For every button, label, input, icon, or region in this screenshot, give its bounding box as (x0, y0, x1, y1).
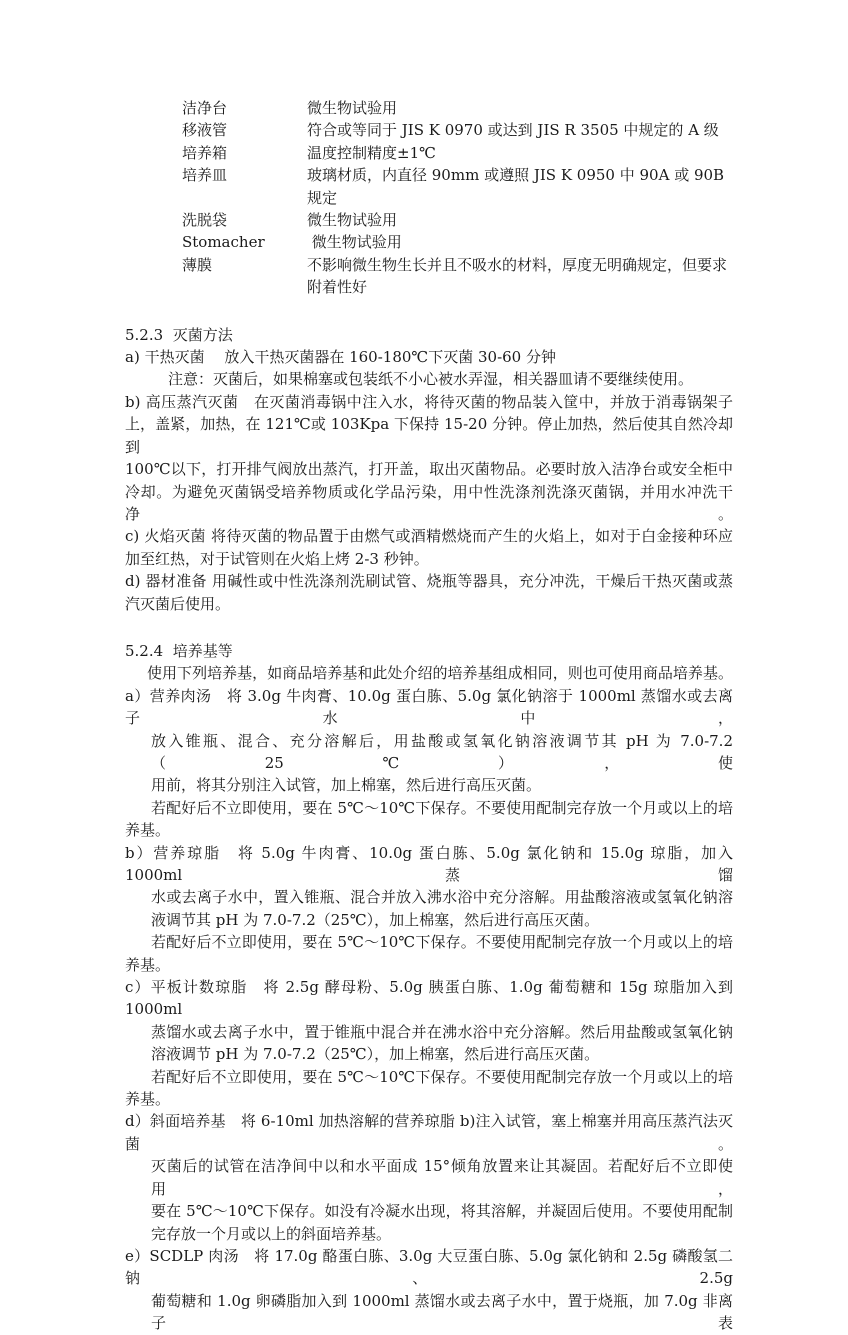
text-line: 不影响微生物生长并且不吸水的材料，厚度无明确规定，但要求 (307, 255, 728, 274)
text-line: 水或去离子水中，置入锥瓶、混合并放入沸水浴中充分溶解。用盐酸溶液或氢氧化钠溶 (151, 888, 733, 907)
text-line: 微生物试验用 (307, 99, 398, 117)
text-line: 若配好后不立即使用，要在 5℃～10℃下保存。不要使用配制完存放一个月或以上的培 (151, 1067, 733, 1086)
text-line: 溶液调节 pH 为 7.0-7.2（25℃），加上棉塞，然后进行高压灭菌。 (151, 1045, 600, 1064)
equipment-row (125, 164, 733, 209)
text-line: 蒸馏水或去离子水中，置于锥瓶中混合并在沸水浴中充分溶解。然后用盐酸或氢氧化钠 (151, 1022, 733, 1041)
text-line: c）平板计数琼脂 将 2.5g 酵母粉、5.0g 胰蛋白胨、1.0g 葡萄糖和 15g 琼脂加入到 1000ml (125, 978, 733, 1019)
equipment-row (125, 119, 733, 141)
equipment-spec (307, 164, 733, 209)
equipment-spec (307, 254, 733, 299)
section-heading: 5.2.4 培养基等 (125, 641, 233, 660)
content (125, 97, 733, 1335)
equipment-spec (307, 209, 733, 231)
equipment-spec (307, 142, 733, 164)
section-5-2-4 (125, 640, 733, 1335)
equipment-name: 培养箱 (182, 143, 228, 162)
text-line: 微生物试验用 (307, 233, 402, 252)
text-line: d) 器材准备 用碱性或中性洗涤剂洗刷试管、烧瓶等器具，充分冲洗，干燥后干热灭菌或蒸 (125, 572, 733, 591)
text-line: a) 干热灭菌 放入干热灭菌器在 160-180℃下灭菌 30-60 分钟 (125, 348, 556, 367)
equipment-name: 移液管 (182, 121, 228, 140)
equipment-name: 洗脱袋 (182, 211, 228, 230)
text-line: 注意：灭菌后，如果棉塞或包装纸不小心被水弄湿，相关器皿请不要继续使用。 (168, 370, 694, 389)
equipment-name: Stomacher (182, 233, 265, 252)
text-line: 使用下列培养基，如商品培养基和此处介绍的培养基组成相同，则也可使用商品培养基。 (147, 664, 733, 683)
equipment-table (125, 97, 733, 299)
equipment-name: 薄膜 (182, 255, 213, 274)
text-line: 若配好后不立即使用，要在 5℃～10℃下保存。不要使用配制完存放一个月或以上的培 (151, 933, 733, 952)
text-line: 养基。 (125, 955, 171, 974)
text-line: 液调节其 pH 为 7.0-7.2（25℃），加上棉塞，然后进行高压灭菌。 (151, 910, 600, 929)
text-line: c) 火焰灭菌 将待灭菌的物品置于由燃气或酒精燃烧而产生的火焰上，如对于白金接种环应 (125, 527, 733, 546)
text-line: b) 高压蒸汽灭菌 在灭菌消毒锅中注入水，将待灭菌的物品装入筐中，并放于消毒锅架子 (125, 392, 733, 411)
text-line: 放入锥瓶、混合、充分溶解后，用盐酸或氢氧化钠溶液调节其 pH 为 7.0-7.2（25℃），使 (151, 731, 733, 772)
text-line: 养基。 (125, 1090, 171, 1109)
text-line: 养基。 (125, 821, 171, 840)
text-line: 灭菌后的试管在洁净间中以和水平面成 15°倾角放置来让其凝固。若配好后不立即使用， (151, 1157, 733, 1198)
text-line: 100℃以下，打开排气阀放出蒸汽，打开盖，取出灭菌物品。必要时放入洁净台或安全柜中 (125, 460, 733, 479)
equipment-row (125, 254, 733, 299)
text-line: 附着性好 (307, 278, 368, 297)
section-5-2-3 (125, 324, 733, 615)
text-line: a）营养肉汤 将 3.0g 牛肉膏、10.0g 蛋白胨、5.0g 氯化钠溶于 1000ml 蒸馏水或去离子水中， (125, 686, 733, 728)
text-line: d）斜面培养基 将 6-10ml 加热溶解的营养琼脂 b)注入试管，塞上棉塞并用高压蒸汽法灭菌。 (125, 1112, 733, 1153)
text-line: 若配好后不立即使用，要在 5℃～10℃下保存。不要使用配制完存放一个月或以上的培 (151, 798, 733, 817)
text-line: 微生物试验用 (307, 211, 398, 230)
text-line: 汽灭菌后使用。 (125, 594, 231, 613)
text-line: 加至红热，对于试管则在火焰上烤 2-3 秒钟。 (125, 549, 429, 568)
text-line: 符合或等同于 JIS K 0970 或达到 JIS R 3505 中规定的 A 级 (307, 121, 719, 140)
text-line: b）营养琼脂 将 5.0g 牛肉膏、10.0g 蛋白胨、5.0g 氯化钠和 15.0g 琼脂，加入 1000ml 蒸馏 (125, 843, 733, 884)
equipment-name: 洁净台 (182, 99, 228, 117)
text-line: 玻璃材质，内直径 90mm 或遵照 JIS K 0950 中 90A 或 90B 规定 (307, 166, 725, 207)
text-line: 用前，将其分别注入试管，加上棉塞，然后进行高压灭菌。 (151, 776, 542, 795)
text-line: 要在 5℃～10℃下保存。如没有冷凝水出现，将其溶解，并凝固后使用。不要使用配制 (151, 1202, 733, 1221)
equipment-row (125, 97, 733, 119)
text-line: 完存放一个月或以上的斜面培养基。 (151, 1224, 392, 1243)
equipment-row (125, 209, 733, 231)
text-line: 葡萄糖和 1.0g 卵磷脂加入到 1000ml 蒸馏水或去离子水中，置于烧瓶，加 7.0g 非离子表 (151, 1291, 733, 1333)
equipment-spec (307, 119, 733, 141)
equipment-spec (307, 231, 733, 253)
equipment-row (125, 231, 733, 253)
equipment-spec (307, 97, 733, 119)
equipment-name: 培养皿 (182, 166, 228, 185)
text-line: 上，盖紧，加热，在 121℃或 103Kpa 下保持 15-20 分钟。停止加热，然后使其自然冷却到 (125, 415, 733, 456)
text-line: e）SCDLP 肉汤 将 17.0g 酪蛋白胨、3.0g 大豆蛋白胨、5.0g 氯化钠和 2.5g 磷酸氢二钠、2.5g (125, 1246, 733, 1288)
equipment-row (125, 142, 733, 164)
text-line: 冷却。为避免灭菌锅受培养物质或化学品污染，用中性洗涤剂洗涤灭菌锅，并用水冲洗干净。 (125, 482, 733, 523)
text-line: 温度控制精度±1℃ (307, 143, 436, 162)
section-heading: 5.2.3 灭菌方法 (125, 325, 233, 344)
